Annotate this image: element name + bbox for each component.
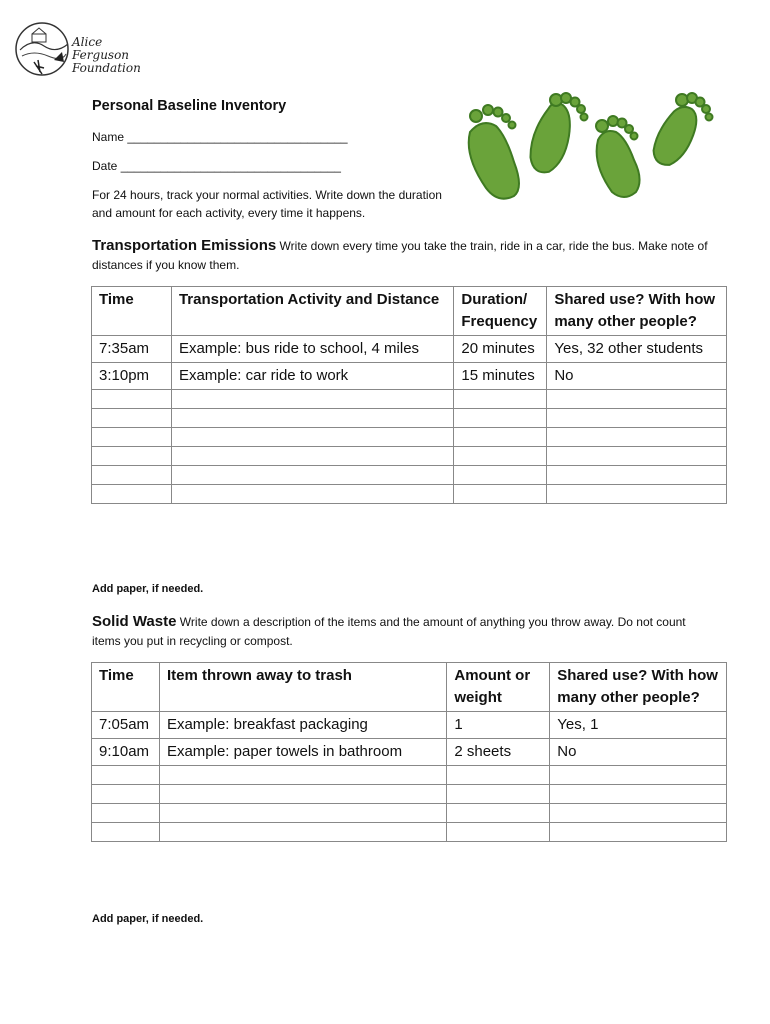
empty-cell[interactable] <box>171 409 453 428</box>
cell-activity[interactable]: Example: bus ride to school, 4 miles <box>171 336 453 363</box>
transport-note: Add paper, if needed. <box>92 583 204 595</box>
col-amount: Amount or weight <box>447 663 550 712</box>
empty-cell[interactable] <box>92 823 160 842</box>
empty-cell[interactable] <box>92 409 172 428</box>
col-duration: Duration/ Frequency <box>454 287 547 336</box>
empty-cell[interactable] <box>159 804 446 823</box>
empty-cell[interactable] <box>550 804 727 823</box>
empty-cell[interactable] <box>92 804 160 823</box>
empty-cell[interactable] <box>550 823 727 842</box>
intro-text: For 24 hours, track your normal activities. Write down the duration and amount for each activity, every time it happens. <box>92 188 442 220</box>
empty-cell[interactable] <box>550 766 727 785</box>
empty-cell[interactable] <box>550 785 727 804</box>
cell-time[interactable]: 7:35am <box>92 336 172 363</box>
date-blank: _________________________________ <box>120 159 341 173</box>
empty-cell[interactable] <box>92 766 160 785</box>
empty-cell[interactable] <box>447 785 550 804</box>
cell-duration[interactable]: 15 minutes <box>454 363 547 390</box>
empty-cell[interactable] <box>454 428 547 447</box>
empty-cell[interactable] <box>92 466 172 485</box>
empty-row <box>92 409 727 428</box>
empty-cell[interactable] <box>159 785 446 804</box>
logo-text <box>72 36 152 75</box>
cell-amount[interactable]: 1 <box>447 712 550 739</box>
cell-duration[interactable]: 20 minutes <box>454 336 547 363</box>
empty-cell[interactable] <box>547 447 727 466</box>
empty-cell[interactable] <box>547 485 727 504</box>
logo-line-3: Foundation <box>72 61 141 75</box>
empty-cell[interactable] <box>92 785 160 804</box>
name-field[interactable] <box>92 130 348 144</box>
cell-shared[interactable]: Yes, 32 other students <box>547 336 727 363</box>
empty-row <box>92 390 727 409</box>
cell-shared[interactable]: No <box>550 739 727 766</box>
empty-cell[interactable] <box>92 428 172 447</box>
empty-cell[interactable] <box>454 485 547 504</box>
empty-cell[interactable] <box>92 485 172 504</box>
empty-row <box>92 823 727 842</box>
empty-cell[interactable] <box>171 390 453 409</box>
transport-table <box>91 286 727 504</box>
table-row <box>92 363 727 390</box>
empty-row <box>92 485 727 504</box>
empty-cell[interactable] <box>447 823 550 842</box>
name-blank: _________________________________ <box>127 130 348 144</box>
table-row <box>92 739 727 766</box>
empty-row <box>92 785 727 804</box>
empty-cell[interactable] <box>547 428 727 447</box>
col-shared: Shared use? With how many other people? <box>547 287 727 336</box>
foundation-logo <box>14 16 141 84</box>
empty-cell[interactable] <box>454 447 547 466</box>
cell-amount[interactable]: 2 sheets <box>447 739 550 766</box>
empty-cell[interactable] <box>454 466 547 485</box>
cell-item[interactable]: Example: breakfast packaging <box>159 712 446 739</box>
empty-cell[interactable] <box>171 428 453 447</box>
empty-cell[interactable] <box>171 447 453 466</box>
empty-cell[interactable] <box>447 766 550 785</box>
empty-cell[interactable] <box>547 409 727 428</box>
waste-heading: Solid Waste <box>92 613 177 630</box>
empty-row <box>92 466 727 485</box>
col-item: Item thrown away to trash <box>159 663 446 712</box>
foundation-logo-icon <box>14 16 72 82</box>
waste-section-header <box>92 612 712 651</box>
col-activity: Transportation Activity and Distance <box>171 287 453 336</box>
empty-cell[interactable] <box>547 390 727 409</box>
table-header-row <box>92 287 727 336</box>
cell-item[interactable]: Example: paper towels in bathroom <box>159 739 446 766</box>
date-field[interactable] <box>92 159 341 173</box>
empty-cell[interactable] <box>454 390 547 409</box>
empty-cell[interactable] <box>171 485 453 504</box>
empty-cell[interactable] <box>171 466 453 485</box>
transport-heading: Transportation Emissions <box>92 237 277 254</box>
empty-row <box>92 447 727 466</box>
table-header-row <box>92 663 727 712</box>
page-title: Personal Baseline Inventory <box>92 98 287 114</box>
empty-row <box>92 428 727 447</box>
name-label: Name <box>92 130 125 144</box>
cell-time[interactable]: 7:05am <box>92 712 160 739</box>
empty-cell[interactable] <box>92 447 172 466</box>
empty-row <box>92 766 727 785</box>
col-time: Time <box>92 287 172 336</box>
table-row <box>92 712 727 739</box>
empty-cell[interactable] <box>159 766 446 785</box>
cell-shared[interactable]: No <box>547 363 727 390</box>
waste-instructions: Write down a description of the items and the amount of anything you throw away. Do not count items you put in recycling or compost. <box>92 615 686 648</box>
cell-activity[interactable]: Example: car ride to work <box>171 363 453 390</box>
cell-time[interactable]: 9:10am <box>92 739 160 766</box>
logo-line-2: Ferguson <box>72 48 130 62</box>
waste-table <box>91 662 727 842</box>
col-time: Time <box>92 663 160 712</box>
col-shared: Shared use? With how many other people? <box>550 663 727 712</box>
table-row <box>92 336 727 363</box>
cell-time[interactable]: 3:10pm <box>92 363 172 390</box>
green-footprints-icon <box>460 92 720 204</box>
empty-cell[interactable] <box>159 823 446 842</box>
empty-cell[interactable] <box>454 409 547 428</box>
transport-instructions: Write down every time you take the train, ride in a car, ride the bus. Make note of distances if you know them. <box>92 239 708 272</box>
empty-row <box>92 804 727 823</box>
empty-cell[interactable] <box>92 390 172 409</box>
cell-shared[interactable]: Yes, 1 <box>550 712 727 739</box>
empty-cell[interactable] <box>447 804 550 823</box>
date-label: Date <box>92 159 118 173</box>
transport-section-header <box>92 236 712 275</box>
empty-cell[interactable] <box>547 466 727 485</box>
logo-line-1: Alice <box>72 35 103 49</box>
waste-note: Add paper, if needed. <box>92 913 204 925</box>
